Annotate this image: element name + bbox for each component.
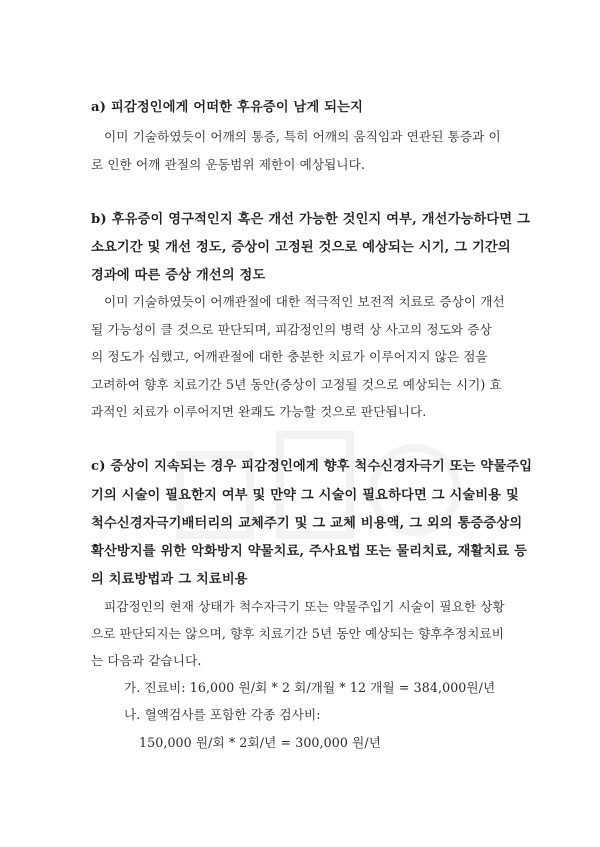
section-c-heading-line-5: 의 치료방법과 그 치료비용: [91, 572, 248, 587]
section-c-heading-line-4: 확산방지를 위한 악화방지 약물치료, 주사요법 또는 물리치료, 재활치료 등: [91, 544, 528, 559]
section-c-line-1: 피감정인의 현재 상태가 척수자극기 또는 약물주입기 시술이 필요한 상황: [104, 599, 505, 614]
section-c-line-2: 으로 판단되지는 않으며, 향후 치료기간 5년 동안 예상되는 향후추정치료비: [91, 626, 505, 641]
section-b-line-2: 될 가능성이 클 것으로 판단되며, 피감정인의 병력 상 사고의 정도와 증상: [91, 322, 492, 337]
section-b-line-1: 이미 기술하였듯이 어깨관절에 대한 적극적인 보전적 치료로 증상이 개선: [104, 294, 505, 309]
section-b-line-4: 고려하여 향후 치료기간 5년 동안(증상이 고정될 것으로 예상되는 시기) 효: [91, 377, 502, 392]
cost-item-na: 나. 혈액검사를 포함한 각종 검사비:: [124, 707, 321, 722]
section-a-heading: a) 피감정인에게 어떠한 후유증이 남게 되는지: [91, 100, 364, 115]
section-b-heading-line-1: b) 후유증이 영구적인지 혹은 개선 가능한 것인지 여부, 개선가능하다면 그: [91, 212, 531, 227]
section-c-line-3: 는 다음과 같습니다.: [91, 653, 202, 668]
section-c-heading-line-1: c) 증상이 지속되는 경우 피감정인에게 향후 척수신경자극기 또는 약물주입: [91, 459, 533, 474]
section-b-line-5: 과적인 치료가 이루어지면 완쾌도 가능할 것으로 판단됩니다.: [91, 404, 427, 419]
section-a-line-2: 로 인한 어깨 관절의 운동범위 제한이 예상됩니다.: [91, 157, 366, 172]
cost-item-na-formula: 150,000 원/회 * 2회/년 = 300,000 원/년: [139, 735, 381, 750]
cost-item-ga: 가. 진료비: 16,000 원/회 * 2 회/개월 * 12 개월 = 384,000원/년: [124, 680, 496, 695]
section-a-line-1: 이미 기술하였듯이 어깨의 통증, 특히 어깨의 움직임과 연관된 통증과 이: [104, 129, 501, 144]
section-c-heading-line-3: 척수신경자극기배터리의 교체주기 및 그 교체 비용액, 그 외의 통증증상의: [91, 516, 523, 531]
section-c-heading-line-2: 기의 시술이 필요한지 여부 및 만약 그 시술이 필요하다면 그 시술비용 및: [91, 488, 519, 503]
section-b-line-3: 의 정도가 심했고, 어깨관절에 대한 충분한 치료가 이루어지지 않은 점을: [91, 349, 488, 364]
section-b-heading-line-2: 소요기간 및 개선 정도, 증상이 고정된 것으로 예상되는 시기, 그 기간의: [91, 240, 511, 255]
section-b-heading-line-3: 경과에 따른 증상 개선의 정도: [91, 268, 266, 283]
